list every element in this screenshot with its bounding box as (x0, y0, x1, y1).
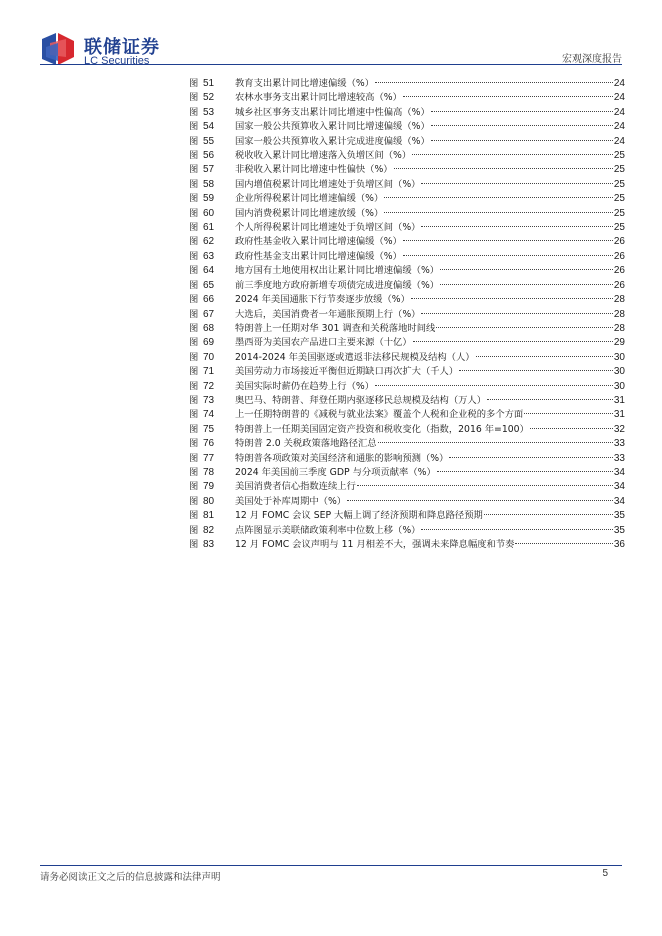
toc-entry-prefix: 图 (189, 294, 199, 306)
toc-entry-prefix: 图 (189, 207, 199, 219)
toc-dot-leader (515, 529, 612, 544)
toc-entry-prefix: 图 (189, 279, 199, 291)
toc-entry-title: 个人所得税累计同比增速处于负增区间（%） (235, 222, 421, 234)
toc-dot-leader (403, 82, 613, 97)
toc-entry-page: 34 (613, 495, 625, 507)
toc-entry-prefix: 图 (189, 452, 199, 464)
toc-entry-prefix: 图 (189, 351, 199, 363)
toc-entry-number: 66 (203, 294, 215, 306)
toc-entry-title: 2024 年美国前三季度 GDP 与分项贡献率（%） (235, 466, 436, 478)
toc-dot-leader (384, 198, 613, 213)
lc-securities-logo-icon (40, 31, 76, 67)
toc-entry-title: 前三季度地方政府新增专项债完成进度偏缓（%） (235, 279, 440, 291)
toc-entry-page: 26 (613, 250, 625, 262)
page-number: 5 (602, 868, 608, 879)
toc-dot-leader (487, 385, 613, 400)
toc-dot-leader (347, 486, 613, 501)
toc-entry-page: 34 (613, 481, 625, 493)
toc-entry-title: 12 月 FOMC 会议声明与 11 月相差不大，强调未来降息幅度和节奏 (235, 539, 515, 550)
toc-dot-leader (484, 500, 613, 515)
toc-entry-number: 83 (203, 539, 215, 550)
toc-entry-number: 65 (203, 279, 215, 291)
toc-entry-prefix: 图 (189, 178, 199, 190)
toc-entry-page: 34 (613, 466, 625, 478)
toc-entry-prefix: 图 (189, 121, 199, 133)
toc-dot-leader (378, 428, 613, 443)
toc-entry-page: 32 (613, 423, 625, 435)
toc-entry-number: 82 (203, 524, 215, 536)
toc-entry-title: 特朗普上一任期对华 301 调查和关税落地时间线 (235, 322, 436, 334)
logo-english-name: LC Securities (84, 55, 150, 67)
toc-entry-page: 36 (613, 539, 625, 550)
toc-dot-leader (375, 371, 613, 386)
report-type-label: 宏观深度报告 (562, 54, 622, 65)
toc-entry-prefix: 图 (189, 438, 199, 450)
toc-entry-number: 69 (203, 337, 215, 349)
toc-entry-number: 73 (203, 394, 215, 406)
toc-entry-number: 55 (203, 135, 215, 147)
toc-entry-page: 30 (613, 366, 625, 378)
toc-entry-prefix: 图 (189, 164, 199, 176)
toc-entry-number: 62 (203, 236, 215, 248)
footer-divider (40, 865, 622, 866)
toc-dot-leader (440, 270, 613, 285)
toc-entry-prefix: 图 (189, 308, 199, 320)
toc-entry-prefix: 图 (189, 236, 199, 248)
toc-entry-prefix: 图 (189, 322, 199, 334)
toc-entry-title: 美国实际时薪仍在趋势上行（%） (235, 380, 374, 392)
toc-dot-leader (412, 140, 613, 155)
toc-dot-leader (437, 457, 613, 472)
toc-entry-number: 63 (203, 250, 215, 262)
toc-dot-leader (431, 111, 613, 126)
toc-entry-number: 68 (203, 322, 215, 334)
toc-dot-leader (476, 342, 613, 357)
toc-dot-leader (421, 515, 612, 530)
toc-entry-prefix: 图 (189, 222, 199, 234)
toc-dot-leader (431, 97, 613, 112)
toc-entry-title: 点阵图显示美联储政策利率中位数上移（%） (235, 524, 421, 536)
toc-entry-page: 24 (613, 135, 625, 147)
footer-disclaimer: 请务必阅读正文之后的信息披露和法律声明 (40, 872, 221, 883)
toc-dot-leader (403, 241, 613, 256)
toc-entry-page: 24 (613, 121, 625, 133)
toc-entry-prefix: 图 (189, 481, 199, 493)
toc-entry-title: 奥巴马、特朗普、拜登任期内驱逐移民总规模及结构（万人） (235, 394, 487, 406)
toc-dot-leader (530, 414, 613, 429)
toc-entry-number: 64 (203, 265, 215, 277)
toc-entry-prefix: 图 (189, 466, 199, 478)
toc-dot-leader (384, 183, 613, 198)
toc-dot-leader (413, 327, 613, 342)
toc-entry-page: 28 (613, 322, 625, 334)
toc-entry-prefix: 图 (189, 366, 199, 378)
toc-entry-page: 24 (613, 92, 625, 104)
toc-entry-title: 特朗普上一任期美国固定资产投资和税收变化（指数，2016 年=100） (235, 423, 529, 435)
toc-entry-title: 12 月 FOMC 会议 SEP 大幅上调了经济预期和降息路径预期 (235, 510, 483, 522)
toc-entry-number: 71 (203, 366, 215, 378)
toc-entry-page: 26 (613, 279, 625, 291)
toc-entry-number: 58 (203, 178, 215, 190)
toc-entry-number: 54 (203, 121, 215, 133)
toc-entry-title: 美国劳动力市场接近平衡但近期缺口再次扩大（千人） (235, 366, 459, 378)
toc-entry-page: 35 (613, 510, 625, 522)
toc-entry-prefix: 图 (189, 539, 199, 550)
toc-entry-number: 79 (203, 481, 215, 493)
toc-entry-title: 政府性基金支出累计同比增速偏缓（%） (235, 250, 402, 262)
header-divider (40, 64, 622, 65)
toc-entry-page: 35 (613, 524, 625, 536)
toc-entry-title: 政府性基金收入累计同比增速偏缓（%） (235, 236, 402, 248)
toc-entry-page: 31 (613, 409, 625, 421)
logo-chinese-name: 联储证券 (84, 37, 160, 58)
toc-entry-title: 城乡社区事务支出累计同比增速中性偏高（%） (235, 106, 430, 118)
toc-entry-page: 25 (613, 150, 625, 162)
toc-entry-page: 25 (613, 193, 625, 205)
toc-entry-title: 非税收入累计同比增速中性偏快（%） (235, 164, 393, 176)
toc-dot-leader (431, 126, 613, 141)
toc-dot-leader (436, 313, 613, 328)
toc-entry-title: 2024 年美国通胀下行节奏逐步放缓（%） (235, 294, 410, 306)
toc-entry-page: 25 (613, 207, 625, 219)
toc-entry-title: 税收收入累计同比增速落入负增区间（%） (235, 150, 412, 162)
toc-dot-leader (440, 255, 613, 270)
toc-entry-title: 国内增值税累计同比增速处于负增区间（%） (235, 178, 421, 190)
toc-dot-leader (421, 299, 612, 314)
toc-entry-title: 农林水事务支出累计同比增速较高（%） (235, 92, 402, 104)
toc-entry-page: 30 (613, 351, 625, 363)
toc-entry-number: 75 (203, 423, 215, 435)
toc-entry-number: 70 (203, 351, 215, 363)
toc-entry-page: 25 (613, 178, 625, 190)
toc-entry-prefix: 图 (189, 78, 199, 89)
toc-entry-title: 教育支出累计同比增速偏缓（%） (235, 78, 374, 89)
toc-entry-prefix: 图 (189, 394, 199, 406)
toc-entry-number: 57 (203, 164, 215, 176)
toc-entry-number: 61 (203, 222, 215, 234)
toc-entry-prefix: 图 (189, 265, 199, 277)
toc-entry-prefix: 图 (189, 150, 199, 162)
toc-entry-title: 美国处于补库周期中（%） (235, 495, 347, 507)
toc-entry-number: 53 (203, 106, 215, 118)
toc-entry-page: 25 (613, 222, 625, 234)
figure-list (189, 71, 625, 550)
toc-entry-number: 59 (203, 193, 215, 205)
toc-entry-number: 81 (203, 510, 215, 522)
toc-entry-title: 墨西哥为美国农产品进口主要来源（十亿） (235, 337, 412, 349)
toc-entry-title: 地方国有土地使用权出让累计同比增速偏缓（%） (235, 265, 440, 277)
toc-dot-leader (357, 471, 613, 486)
toc-entry-title: 2014-2024 年美国驱逐或遣返非法移民规模及结构（人） (235, 351, 475, 363)
toc-dot-leader (394, 154, 613, 169)
toc-entry-number: 74 (203, 409, 215, 421)
toc-dot-leader (449, 443, 613, 458)
toc-entry-page: 29 (613, 337, 625, 349)
toc-entry-title: 大选后，美国消费者一年通胀预期上行（%） (235, 308, 421, 320)
toc-entry-number: 80 (203, 495, 215, 507)
toc-entry-page: 24 (613, 106, 625, 118)
toc-entry-page: 24 (613, 78, 625, 89)
toc-entry-title: 国家一般公共预算收入累计同比增速偏缓（%） (235, 121, 430, 133)
toc-entry-title: 上一任期特朗普的《减税与就业法案》覆盖个人税和企业税的多个方面 (235, 409, 524, 421)
toc-dot-leader (375, 68, 613, 83)
toc-entry-number: 72 (203, 380, 215, 392)
toc-dot-leader (403, 226, 613, 241)
toc-entry-prefix: 图 (189, 193, 199, 205)
toc-dot-leader (459, 356, 613, 371)
toc-entry-number: 78 (203, 466, 215, 478)
toc-entry-title: 特朗普各项政策对美国经济和通胀的影响预测（%） (235, 452, 449, 464)
toc-entry-page: 26 (613, 236, 625, 248)
toc-entry-page: 33 (613, 452, 625, 464)
toc-entry-page: 30 (613, 380, 625, 392)
toc-entry-number: 76 (203, 438, 215, 450)
toc-entry-number: 52 (203, 92, 215, 104)
toc-dot-leader (421, 169, 612, 184)
toc-entry-prefix: 图 (189, 423, 199, 435)
toc-entry-prefix: 图 (189, 92, 199, 104)
page-header (0, 0, 662, 70)
toc-entry-title: 企业所得税累计同比增速偏缓（%） (235, 193, 384, 205)
toc-entry-number: 60 (203, 207, 215, 219)
toc-dot-leader (524, 399, 613, 414)
toc-entry-page: 33 (613, 438, 625, 450)
toc-entry-prefix: 图 (189, 524, 199, 536)
toc-entry-title: 特朗普 2.0 关税政策落地路径汇总 (235, 438, 377, 450)
toc-entry-prefix: 图 (189, 380, 199, 392)
toc-entry-prefix: 图 (189, 250, 199, 262)
toc-entry-page: 26 (613, 265, 625, 277)
toc-entry-prefix: 图 (189, 135, 199, 147)
toc-entry-number: 56 (203, 150, 215, 162)
toc-entry-prefix: 图 (189, 106, 199, 118)
toc-entry-prefix: 图 (189, 495, 199, 507)
toc-entry-prefix: 图 (189, 337, 199, 349)
toc-entry-page: 28 (613, 308, 625, 320)
toc-entry-page: 25 (613, 164, 625, 176)
toc-entry-number: 51 (203, 78, 215, 89)
toc-entry-prefix: 图 (189, 510, 199, 522)
toc-entry-title: 国家一般公共预算收入累计完成进度偏缓（%） (235, 135, 430, 147)
toc-entry-number: 67 (203, 308, 215, 320)
toc-entry-title: 国内消费税累计同比增速放缓（%） (235, 207, 384, 219)
toc-entry-number: 77 (203, 452, 215, 464)
toc-dot-leader (411, 284, 613, 299)
toc-dot-leader (421, 212, 612, 227)
toc-entry-page: 31 (613, 394, 625, 406)
toc-entry-prefix: 图 (189, 409, 199, 421)
toc-entry-title: 美国消费者信心指数连续上行 (235, 481, 356, 493)
toc-entry-page: 28 (613, 294, 625, 306)
